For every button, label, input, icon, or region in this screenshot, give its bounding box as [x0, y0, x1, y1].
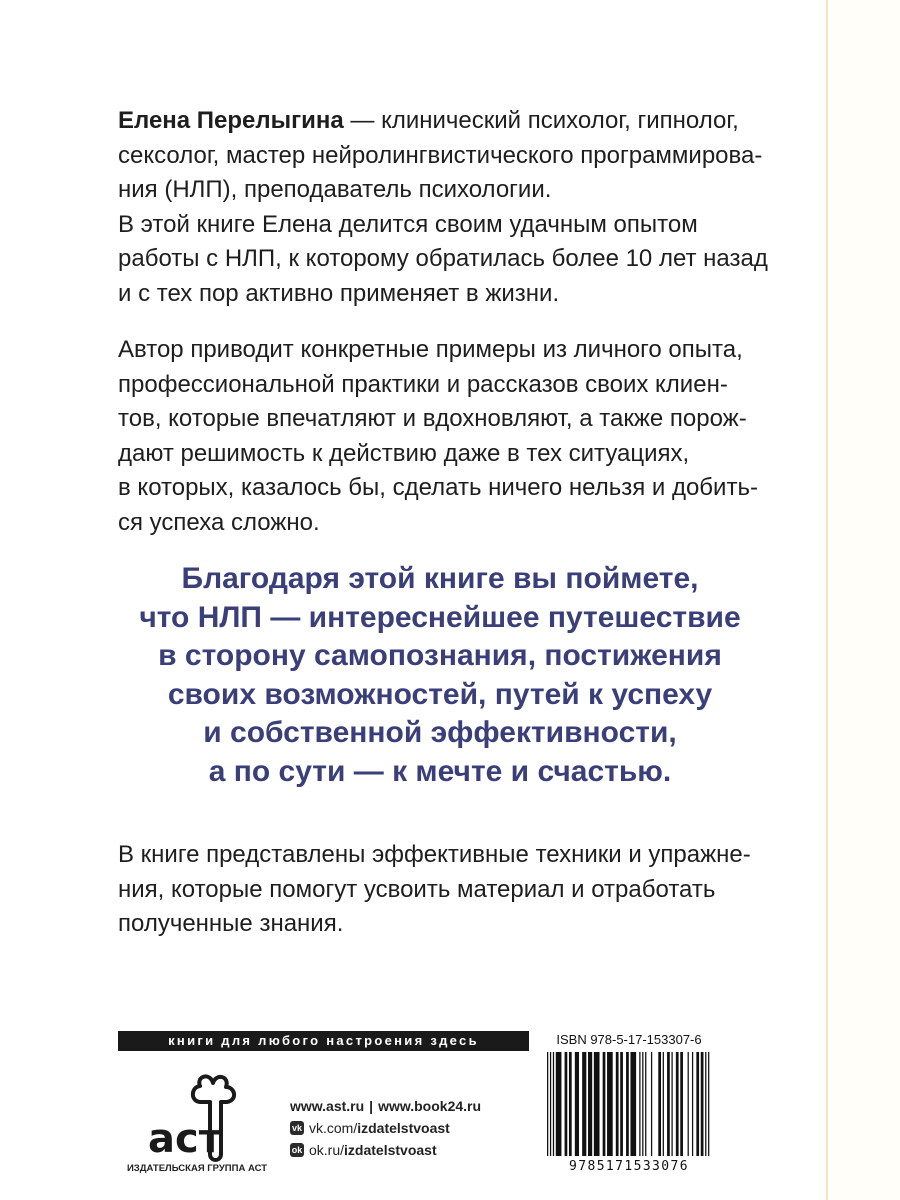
barcode-bar — [594, 1052, 600, 1156]
techniques-line: полученные знания. — [118, 910, 344, 937]
ast-logo — [140, 1070, 250, 1170]
ok-prefix: ok.ru/ — [309, 1142, 345, 1158]
barcode-bars — [547, 1052, 711, 1160]
barcode-bar — [642, 1052, 643, 1156]
highlight-line: своих возможностей, путей к успеху — [167, 677, 713, 711]
bio-line: ния (НЛП), преподаватель психологии. — [118, 176, 552, 203]
barcode-bar — [575, 1052, 579, 1156]
barcode-bar — [671, 1052, 672, 1156]
highlight-line: и собственной эффективности, — [203, 716, 677, 749]
barcode-bar — [550, 1052, 551, 1156]
barcode-bar — [607, 1052, 613, 1156]
techniques-paragraph — [118, 838, 758, 942]
ok-link-row[interactable] — [290, 1139, 481, 1161]
highlight-line: в сторону самопознания, постижения — [158, 639, 722, 672]
techniques-line: В книге представлены эффективные техники и упражне- — [118, 841, 751, 868]
highlight-line: что НЛП — интереснейшее путешествие — [139, 600, 741, 634]
examples-line: дают решимость к действию даже в тех ситуациях, — [118, 439, 690, 467]
barcode-bar — [701, 1052, 704, 1156]
vk-handle: izdatelstvoast — [357, 1120, 450, 1136]
examples-line: ся успеха сложно. — [118, 508, 320, 536]
bio-line: сексолог, мастер нейролингвистического программирова- — [118, 141, 763, 169]
barcode-bar — [582, 1052, 586, 1156]
contact-links — [290, 1095, 481, 1161]
barcode-bar — [569, 1052, 572, 1156]
bio-line: работы с НЛП, к которому обратилась более 10 лет назад — [118, 245, 768, 272]
examples-line: в которых, казалось бы, сделать ничего нельзя и добить- — [118, 474, 758, 501]
website-links-row — [290, 1095, 481, 1117]
author-name: Елена Перелыгина — [118, 107, 344, 134]
book24-site-link[interactable]: www.book24.ru — [378, 1098, 482, 1114]
author-bio-paragraph — [118, 104, 768, 311]
highlight-line: Благодаря этой книге вы поймете, — [181, 562, 699, 595]
barcode-bar — [547, 1052, 548, 1156]
barcode-bar — [663, 1052, 664, 1156]
barcode-bar — [667, 1052, 670, 1156]
publisher-name: ИЗДАТЕЛЬСКАЯ ГРУППА АСТ — [126, 1163, 268, 1174]
barcode-bar — [620, 1052, 623, 1156]
techniques-line: ния, которые помогут усвоить материал и отработать — [118, 875, 716, 903]
isbn-label: ISBN 978-5-17-153307-6 — [556, 1032, 702, 1047]
barcode-bar — [645, 1052, 646, 1156]
bio-line: В этой книге Елена делится своим удачным опытом — [118, 210, 698, 238]
spine-fold-line — [826, 0, 828, 1200]
barcode-bar — [626, 1052, 629, 1156]
barcode-digits: 9785171533076 — [569, 1159, 689, 1174]
ok-icon: ok — [291, 1145, 303, 1155]
barcode-bar — [553, 1052, 554, 1156]
link-separator: | — [369, 1098, 374, 1114]
examples-line: Автор приводит конкретные примеры из личного опыта, — [118, 336, 743, 363]
barcode-bar — [603, 1052, 606, 1156]
bio-line: Елена Перелыгина — клинический психолог, гипнолог, — [118, 107, 739, 134]
vk-prefix: vk.com/ — [309, 1120, 358, 1136]
barcode-bar — [696, 1052, 699, 1156]
barcode-bar — [708, 1052, 709, 1156]
barcode-bar — [565, 1052, 568, 1156]
examples-line: профессиональной практики и рассказов своих клиен- — [118, 370, 728, 398]
vk-link-row[interactable] — [290, 1117, 481, 1139]
ast-site-link[interactable]: www.ast.ru — [290, 1098, 365, 1114]
barcode-bar — [556, 1052, 562, 1156]
barcode-bar — [658, 1052, 661, 1156]
barcode-bar — [639, 1052, 640, 1156]
highlight-quote — [100, 560, 780, 791]
barcode-bar — [630, 1052, 636, 1156]
slogan-banner: книги для любого настроения здесь — [118, 1031, 529, 1051]
barcode-bar — [676, 1052, 679, 1156]
barcode-bar — [616, 1052, 619, 1156]
logo-letters: аст — [148, 1116, 222, 1162]
examples-line: тов, которые впечатляют и вдохновляют, а также порож- — [118, 405, 747, 432]
examples-paragraph — [118, 333, 758, 540]
barcode-bar — [688, 1052, 689, 1156]
highlight-line: а по сути — к мечте и счастью. — [208, 754, 672, 788]
barcode-bar — [692, 1052, 693, 1156]
barcode-bar — [705, 1052, 706, 1156]
barcode-bar — [651, 1052, 652, 1156]
ok-handle: izdatelstvoast — [344, 1142, 437, 1158]
spine-area — [828, 0, 900, 1200]
barcode-block — [543, 1030, 715, 1176]
barcode-bar — [680, 1052, 683, 1156]
vk-icon: vk — [291, 1123, 302, 1133]
bio-line: и с тех пор активно применяет в жизни. — [118, 279, 560, 307]
barcode-bar — [588, 1052, 592, 1156]
